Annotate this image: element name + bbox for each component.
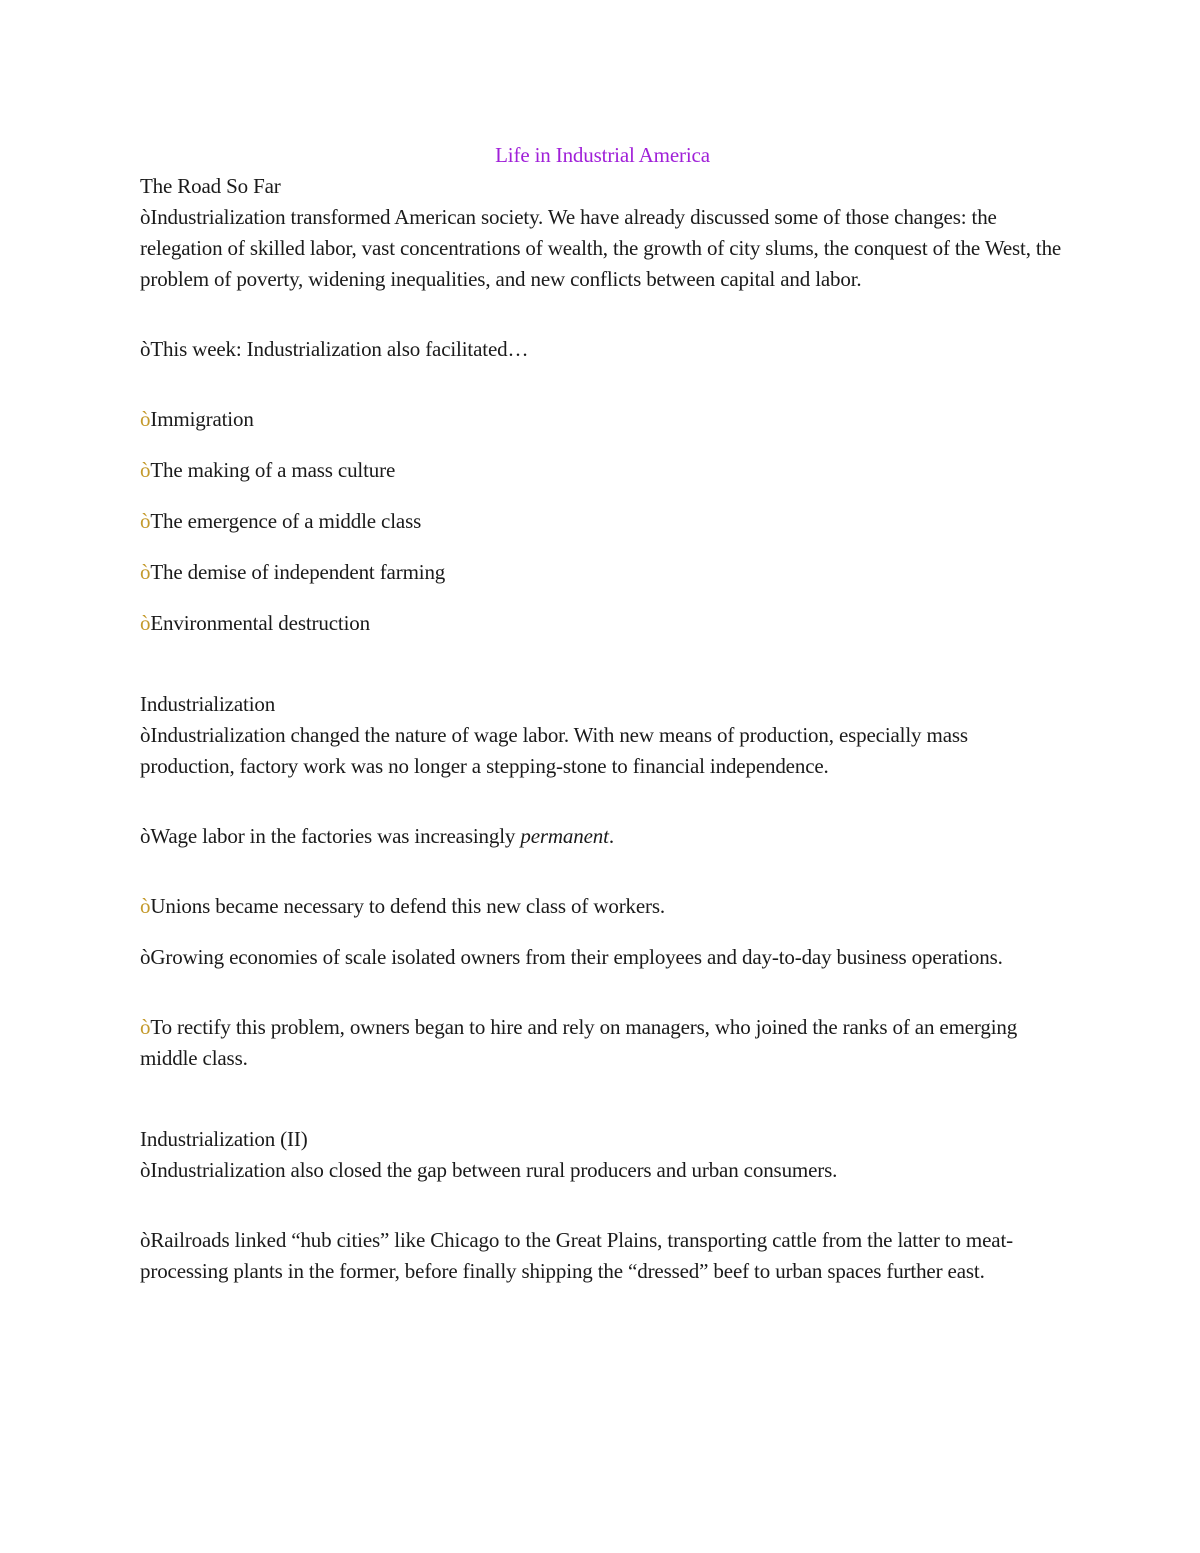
section-heading-road-so-far: The Road So Far bbox=[140, 174, 281, 198]
bullet-glyph: ò bbox=[140, 560, 151, 584]
spacer bbox=[140, 973, 1065, 1012]
paragraph bbox=[140, 1225, 1065, 1287]
section-heading-industrialization-ii: Industrialization (II) bbox=[140, 1127, 308, 1151]
bullet-glyph: ò bbox=[140, 205, 151, 229]
list-item bbox=[140, 557, 1065, 588]
list-item bbox=[140, 608, 1065, 639]
list-item bbox=[140, 455, 1065, 486]
spacer bbox=[140, 922, 1065, 942]
paragraph-text: Industrialization changed the nature of wage labor. With new means of production, especially mass production, factory work was no longer a stepping-stone to financial independence. bbox=[140, 723, 968, 778]
paragraph bbox=[140, 1155, 1065, 1186]
list-item-text: Immigration bbox=[150, 407, 254, 431]
spacer bbox=[140, 486, 1065, 506]
paragraph bbox=[140, 720, 1065, 782]
spacer bbox=[140, 537, 1065, 557]
paragraph-text: . bbox=[608, 824, 614, 848]
paragraph bbox=[140, 942, 1065, 973]
bullet-glyph: ò bbox=[140, 407, 151, 431]
paragraph-text: Industrialization transformed American society. We have already discussed some of those changes: the relegation of skilled labor, vast concentrations of wealth, the growth of city slums, the conquest of the West, the problem of poverty, widening inequalities, and new conflicts between capital and labor. bbox=[140, 205, 1062, 291]
bullet-glyph: ò bbox=[140, 723, 151, 747]
paragraph-text: Railroads linked “hub cities” like Chicago to the Great Plains, transporting cattle from the latter to meat-processing plants in the former, before finally shipping the “dressed” beef to urban spaces further east. bbox=[140, 1228, 1013, 1283]
paragraph-text: Growing economies of scale isolated owners from their employees and day-to-day business operations. bbox=[150, 945, 1003, 969]
paragraph-text: Wage labor in the factories was increasingly bbox=[150, 824, 521, 848]
paragraph-text: Industrialization also closed the gap between rural producers and urban consumers. bbox=[150, 1158, 838, 1182]
spacer bbox=[140, 435, 1065, 455]
paragraph bbox=[140, 891, 1065, 922]
spacer bbox=[140, 365, 1065, 404]
bullet-glyph: ò bbox=[140, 1158, 151, 1182]
bullet-glyph: ò bbox=[140, 824, 151, 848]
section-heading-industrialization: Industrialization bbox=[140, 692, 276, 716]
paragraph-text: This week: Industrialization also facilitated… bbox=[150, 337, 529, 361]
list-item-text: Environmental destruction bbox=[150, 611, 370, 635]
paragraph bbox=[140, 1012, 1065, 1074]
bullet-glyph: ò bbox=[140, 945, 151, 969]
spacer bbox=[140, 782, 1065, 821]
emphasis-text: permanent bbox=[520, 824, 609, 848]
spacer bbox=[140, 588, 1065, 608]
bullet-glyph: ò bbox=[140, 611, 151, 635]
paragraph bbox=[140, 202, 1065, 295]
list-item-text: The demise of independent farming bbox=[150, 560, 446, 584]
paragraph-text: Unions became necessary to defend this new class of workers. bbox=[150, 894, 666, 918]
spacer bbox=[140, 295, 1065, 334]
bullet-glyph: ò bbox=[140, 894, 151, 918]
paragraph-text: To rectify this problem, owners began to hire and rely on managers, who joined the ranks of an emerging middle class. bbox=[140, 1015, 1018, 1070]
bullet-glyph: ò bbox=[140, 1015, 151, 1039]
bullet-glyph: ò bbox=[140, 458, 151, 482]
spacer bbox=[140, 1074, 1065, 1124]
list-item-text: The emergence of a middle class bbox=[150, 509, 422, 533]
bullet-glyph: ò bbox=[140, 337, 151, 361]
list-item bbox=[140, 404, 1065, 435]
bullet-glyph: ò bbox=[140, 509, 151, 533]
bullet-glyph: ò bbox=[140, 1228, 151, 1252]
document-title: Life in Industrial America bbox=[495, 143, 710, 167]
spacer bbox=[140, 639, 1065, 689]
list-item bbox=[140, 506, 1065, 537]
paragraph bbox=[140, 334, 1065, 365]
spacer bbox=[140, 1186, 1065, 1225]
document-body bbox=[140, 140, 1065, 1287]
list-item-text: The making of a mass culture bbox=[150, 458, 396, 482]
paragraph bbox=[140, 821, 1065, 852]
spacer bbox=[140, 852, 1065, 891]
